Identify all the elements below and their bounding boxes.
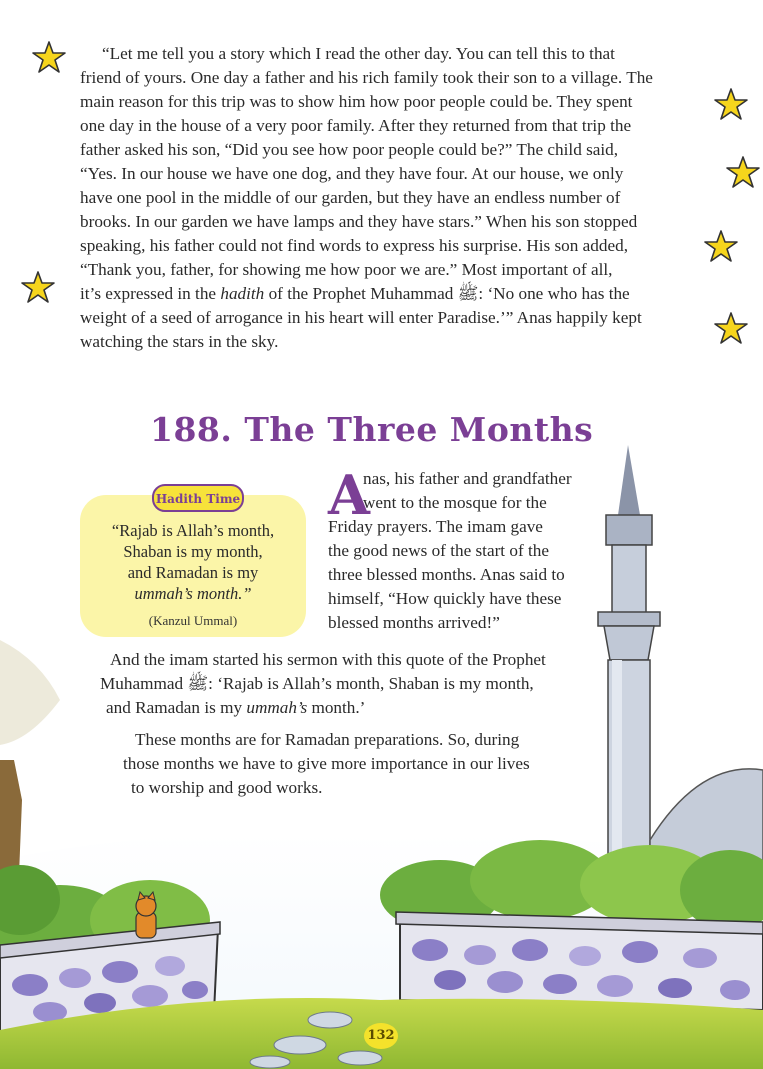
hadith-line: “Rajab is Allah’s month, [111, 521, 275, 540]
text-line: brooks. In our garden we have lamps and they have stars.” When his son stopped [80, 212, 638, 231]
story-paragraph [80, 42, 690, 354]
intro-paragraph [328, 463, 608, 635]
hadith-tag [151, 482, 245, 514]
hadith-line: and Ramadan is my [127, 563, 259, 582]
text-line: went to the mosque for the [363, 493, 547, 512]
text-line: himself, “How quickly have these [328, 589, 562, 608]
stone-wall-right [396, 912, 763, 1010]
text-line: to worship and good works. [131, 778, 323, 797]
text-line: the good news of the start of the [328, 541, 549, 560]
text-line: These months are for Ramadan preparations. So, during [135, 730, 520, 749]
text-line: “Thank you, father, for showing me how poor we are.” Most important of all, [80, 260, 613, 279]
star-icon [703, 229, 739, 265]
text-line: have one pool in the middle of our garden, but they have an endless number of [80, 188, 621, 207]
hadith-line: Shaban is my month, [123, 542, 263, 561]
star-icon [725, 155, 761, 191]
star-icon [713, 87, 749, 123]
text-line: Friday prayers. The imam gave [328, 517, 543, 536]
page-number: 132 [364, 1023, 398, 1049]
text-line: weight of a seed of arrogance in his heart will enter Paradise.’” Anas happily kept [80, 308, 642, 327]
text-line: friend of yours. One day a father and his rich family took their son to a village. The [80, 68, 653, 87]
star-icon [713, 311, 749, 347]
text-line: Muhammad ﷺ: ‘Rajab is Allah’s month, Shaban is my month, [100, 674, 534, 693]
text-line: three blessed months. Anas said to [328, 565, 565, 584]
text-line: watching the stars in the sky. [80, 332, 279, 351]
tree-shade [0, 640, 60, 745]
cat-illustration [136, 892, 156, 938]
text-line: and Ramadan is my ummah’s month.’ [106, 698, 366, 717]
text-line: blessed months arrived!” [328, 613, 500, 632]
hadith-quote [80, 520, 306, 604]
star-icon [31, 40, 67, 76]
closing-paragraph [123, 728, 603, 800]
chapter-title: 188. The Three Months [150, 410, 594, 449]
text-line: one day in the house of a very poor family. After they returned from that trip the [80, 116, 632, 135]
text-line: “Let me tell you a story which I read the other day. You can tell this to that [102, 44, 615, 63]
hadith-tag-label: Hadith Time [155, 492, 241, 506]
text-line: nas, his father and grandfather [363, 469, 572, 488]
text-line: those months we have to give more importance in our lives [123, 754, 530, 773]
hadith-source: (Kanzul Ummal) [148, 613, 238, 628]
text-line: father asked his son, “Did you see how poor people could be?” The child said, [80, 140, 619, 159]
text-line: main reason for this trip was to show him how poor people could be. They spent [80, 92, 633, 111]
star-icon [20, 270, 56, 306]
hadith-line: ummah’s month.” [134, 584, 252, 603]
text-line: it’s expressed in the hadith of the Prophet Muhammad ﷺ: ‘No one who has the [80, 284, 630, 303]
sermon-paragraph [100, 648, 600, 720]
text-line: speaking, his father could not find words to express his surprise. His son added, [80, 236, 629, 255]
dropcap-letter: A [328, 463, 370, 527]
text-line: “Yes. In our house we have one dog, and they have four. At our house, we only [80, 164, 624, 183]
text-line: And the imam started his sermon with this quote of the Prophet [110, 650, 546, 669]
